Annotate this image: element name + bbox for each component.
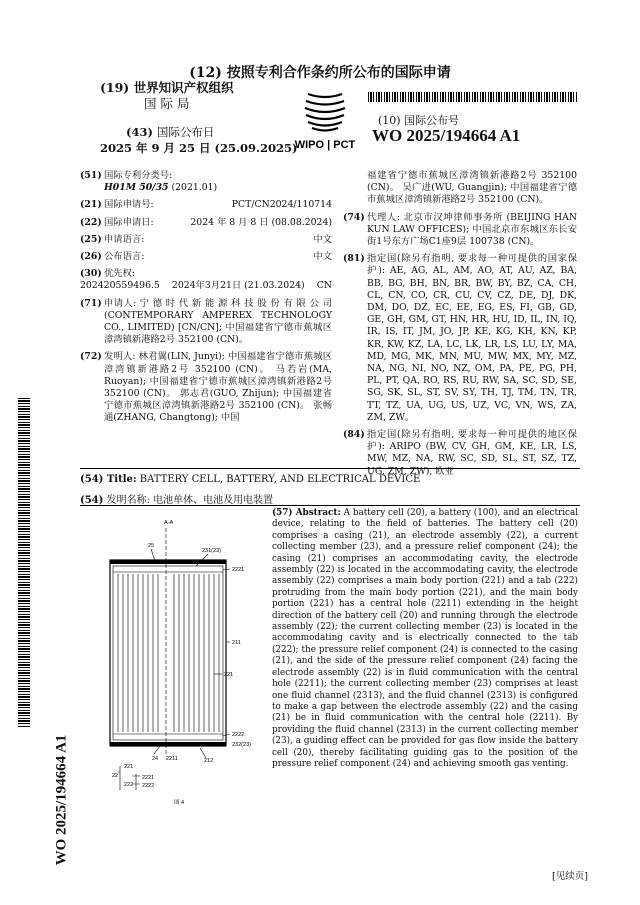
title-english xyxy=(80,474,420,485)
document-title: (12) 按照专利合作条约所公布的国际申请 xyxy=(189,65,451,81)
filing-language: 中文 xyxy=(313,233,332,245)
field-label: 国际申请号: xyxy=(104,199,154,211)
field-72 xyxy=(80,351,332,424)
title-chinese xyxy=(80,491,273,506)
pubdate-code: (43) xyxy=(126,125,153,139)
left-bibliographic-column xyxy=(80,170,332,430)
pubdate-label: 国际公布日 xyxy=(156,125,215,139)
priority-number: 202420559496.5 xyxy=(80,280,160,292)
field-tag: (71) xyxy=(80,297,102,309)
pubno-label: 国际公布号 xyxy=(404,114,460,127)
field-25 xyxy=(80,234,332,246)
pubdate-value: 2025 年 9 月 25 日 (25.09.2025) xyxy=(100,141,298,155)
logo-text: WIPO | PCT xyxy=(294,139,356,151)
right-bibliographic-column xyxy=(343,170,577,483)
field-tag: (22) xyxy=(80,216,102,228)
top-barcode xyxy=(368,92,578,102)
field-84 xyxy=(343,429,577,478)
publication-language: 中文 xyxy=(313,251,332,263)
label-24: 24 xyxy=(152,756,159,762)
label-2221-top: 2221 xyxy=(232,567,245,573)
label-2222: 2222 xyxy=(232,732,245,738)
field-30 xyxy=(80,268,332,292)
title-en-tag: (54) Title: xyxy=(80,474,137,485)
abstract xyxy=(272,508,578,770)
field-21 xyxy=(80,199,332,211)
field-71 xyxy=(80,298,332,347)
ipc-class: H01M 50/35 xyxy=(104,182,169,194)
inventors-continued-text: 福建省宁德市蕉城区漳湾镇新港路2号 352100 (CN)。 吴广进(WU, Guangjin); 中国福建省宁德市蕉城区漳湾镇新港路2号 352100 (CN)。 xyxy=(367,170,577,206)
designated-states-text: 指定国(除另有指明, 要求每一种可提供的国家保护): AE, AG, AL, AM, AO, AT, AU, AZ, BA, BB, BG, BH, BN, BR, BW, BY, BZ, CA, CH, CL, CN, CO, CR, CU, CV, CZ, DE, DJ, DK, DM, DO, DZ, EC, EE, EG, ES, FI, GB, GD, GE, GH, GM, GT, HN, HR, HU, ID, IL, IN, IQ, IR, IS, IT, JM, JO, JP, KE, KG, KH, KN, KP, KR, KW, KZ, LA, LC, LK, LR, LS, LU, LY, MA, MD, MG, MK, MN, MU, MW, MX, MY, MZ, NA, NG, NI, NO, NZ, OM, PA, PE, PG, PH, PL, PT, QA, RO, RS, RU, RW, SA, SC, SD, SE, SG, SK, SL, ST, SV, SY, TH, TJ, TM, TN, TR, TT, TZ, UA, UG, US, UZ, VC, VN, WS, ZA, ZM, ZW。 xyxy=(367,253,577,423)
field-22 xyxy=(80,217,332,229)
field-tag: (30) xyxy=(80,268,102,280)
org-sub: 国 际 局 xyxy=(144,96,190,111)
side-barcode xyxy=(18,398,30,728)
field-tag: (26) xyxy=(80,251,102,263)
label-231: 231(23) xyxy=(202,548,221,554)
label-2222-legend: 2222 xyxy=(142,783,155,789)
field-label: 优先权: xyxy=(104,268,136,280)
field-label: 国际申请日: xyxy=(104,216,154,228)
label-212: 212 xyxy=(204,758,214,764)
title-cn-tag: (54) xyxy=(80,495,104,506)
filing-date: 2024 年 8 月 8 日 (08.08.2024) xyxy=(190,216,332,228)
inventors-continued xyxy=(343,170,577,207)
title-cn-value: 发明名称: 电池单体、电池及用电装置 xyxy=(106,495,274,506)
org-code: (19) xyxy=(100,80,130,95)
application-number: PCT/CN2024/110714 xyxy=(231,199,332,211)
figure-caption: 图 4 xyxy=(174,800,185,806)
field-tag: (21) xyxy=(80,199,102,211)
label-221: 221 xyxy=(224,672,234,678)
field-tag: (72) xyxy=(80,351,102,363)
applicant-text: 申请人: 宁 德 时 代 新 能 源 科 技 股 份 有 限 公 司 (CONTEMPORARY AMPEREX TECHNOLOGY CO., LIMITED) [CN/CN]; 中国福建省宁德市蕉城区漳湾镇新港路2号 352100 (CN)。 xyxy=(104,297,332,346)
regional-states-text: 指定国(除另有指明, 要求每一种可提供的地区保护): ARIPO (BW, CV, GH, GM, KE, LR, LS, MW, MZ, NA, RW, SC, SD, SL, ST, SZ, TZ, UG, ZM, ZW), 欧亚 xyxy=(367,429,577,477)
field-tag: (25) xyxy=(80,233,102,245)
inventors-text: 发明人: 林君翼(LIN, Junyi); 中国福建省宁德市蕉城区漳湾镇新港路2号 352100 (CN)。 马若岩(MA, Ruoyan); 中国福建省宁德市蕉城区漳湾镇新港路2号 352100 (CN)。 郭志君(GUO, Zhijun); 中国福建省宁德市蕉城区漳湾镇新港路2号 352100 (CN)。 张畅通(ZHANG, Changtong); 中国 xyxy=(104,351,332,424)
battery-cell-figure xyxy=(96,514,266,814)
field-74 xyxy=(343,212,577,249)
field-26 xyxy=(80,251,332,263)
abstract-label: (57) Abstract: xyxy=(272,508,341,518)
ipc-year: (2021.01) xyxy=(168,182,218,194)
section-label: A-A xyxy=(164,520,174,526)
organization-block xyxy=(100,80,234,112)
label-25: 25 xyxy=(148,543,155,549)
field-tag: (51) xyxy=(80,170,102,181)
field-tag: (81) xyxy=(343,253,365,265)
field-81 xyxy=(343,253,577,424)
side-pubno-text: WO 2025/194664 A1 xyxy=(53,734,70,866)
divider-bottom xyxy=(80,505,580,506)
priority-date: 2024年3月21日 (21.03.2024) xyxy=(171,280,305,292)
side-publication-number xyxy=(50,720,74,880)
field-tag: (84) xyxy=(343,429,365,441)
abstract-text: A battery cell (20), a battery (100), and an electrical device, relating to the field of batteries. The battery cell (20) comprises a casing (21), an electrode assembly (22), a current collecting member (23), and a pressure relief component (24); the casing (21) comprises an accommodating cavity, the electrode assembly (22) is located in the accommodating cavity, the electrode assembly (22) comprises a main body portion (221) and a tab (222) protruding from the main body portion (221), and the main body portion (221) has a central hole (2211) extending in the height direction of the battery cell (20) and running through the electrode assembly (22); the current collecting member (23) is located in the accommodating cavity and is electrically connected to the tab (222); the pressure relief component (24) is connected to the casing (21), and the side of the pressure relief component (24) facing the electrode assembly (22) is in fluid communication with the central hole (2211); the current collecting member (23) comprises at least one fluid channel (2313), and the fluid channel (2313) is configured to make a gap between the electrode assembly (22) and the casing (21) be in fluid communication with the central hole (2211). By providing the fluid channel (2313) in the current collecting member (23), a guiding effect can be provided for gas flow inside the battery cell (20), thereby facilitating guiding gas to the position of the pressure relief component (24) and achieving smooth gas venting. xyxy=(272,508,579,769)
field-tag: (74) xyxy=(343,211,365,223)
org-name: 世界知识产权组织 xyxy=(133,80,234,95)
field-label: 申请语言: xyxy=(104,233,145,245)
field-51 xyxy=(80,170,332,194)
field-label: 公布语言: xyxy=(104,251,145,263)
label-2211: 2211 xyxy=(166,756,178,762)
label-232: 232(23) xyxy=(232,742,251,748)
label-2221-legend: 2221 xyxy=(142,775,155,781)
priority-country: CN xyxy=(316,280,332,292)
label-22-legend: 22 xyxy=(112,773,119,779)
label-211: 211 xyxy=(232,640,241,646)
continued-marker: [见续页] xyxy=(552,871,588,882)
pubno-code: (10) xyxy=(378,114,401,127)
wipo-pct-logo xyxy=(280,86,370,152)
publication-date-block xyxy=(100,124,297,156)
publication-number: WO 2025/194664 A1 xyxy=(372,126,521,145)
label-221-legend: 221 xyxy=(124,764,134,770)
title-en-value: BATTERY CELL, BATTERY, AND ELECTRICAL DEVICE xyxy=(139,474,421,485)
label-222-legend: 222 xyxy=(124,782,134,788)
agent-text: 代理人: 北京市汉坤律师事务所 (BEIJING HAN KUN LAW OFFICES); 中国北京市东城区东长安街1号东方广场C1座9层 100738 (CN)。 xyxy=(367,211,577,248)
field-label: 国际专利分类号: xyxy=(104,170,173,181)
divider-top xyxy=(80,468,580,469)
